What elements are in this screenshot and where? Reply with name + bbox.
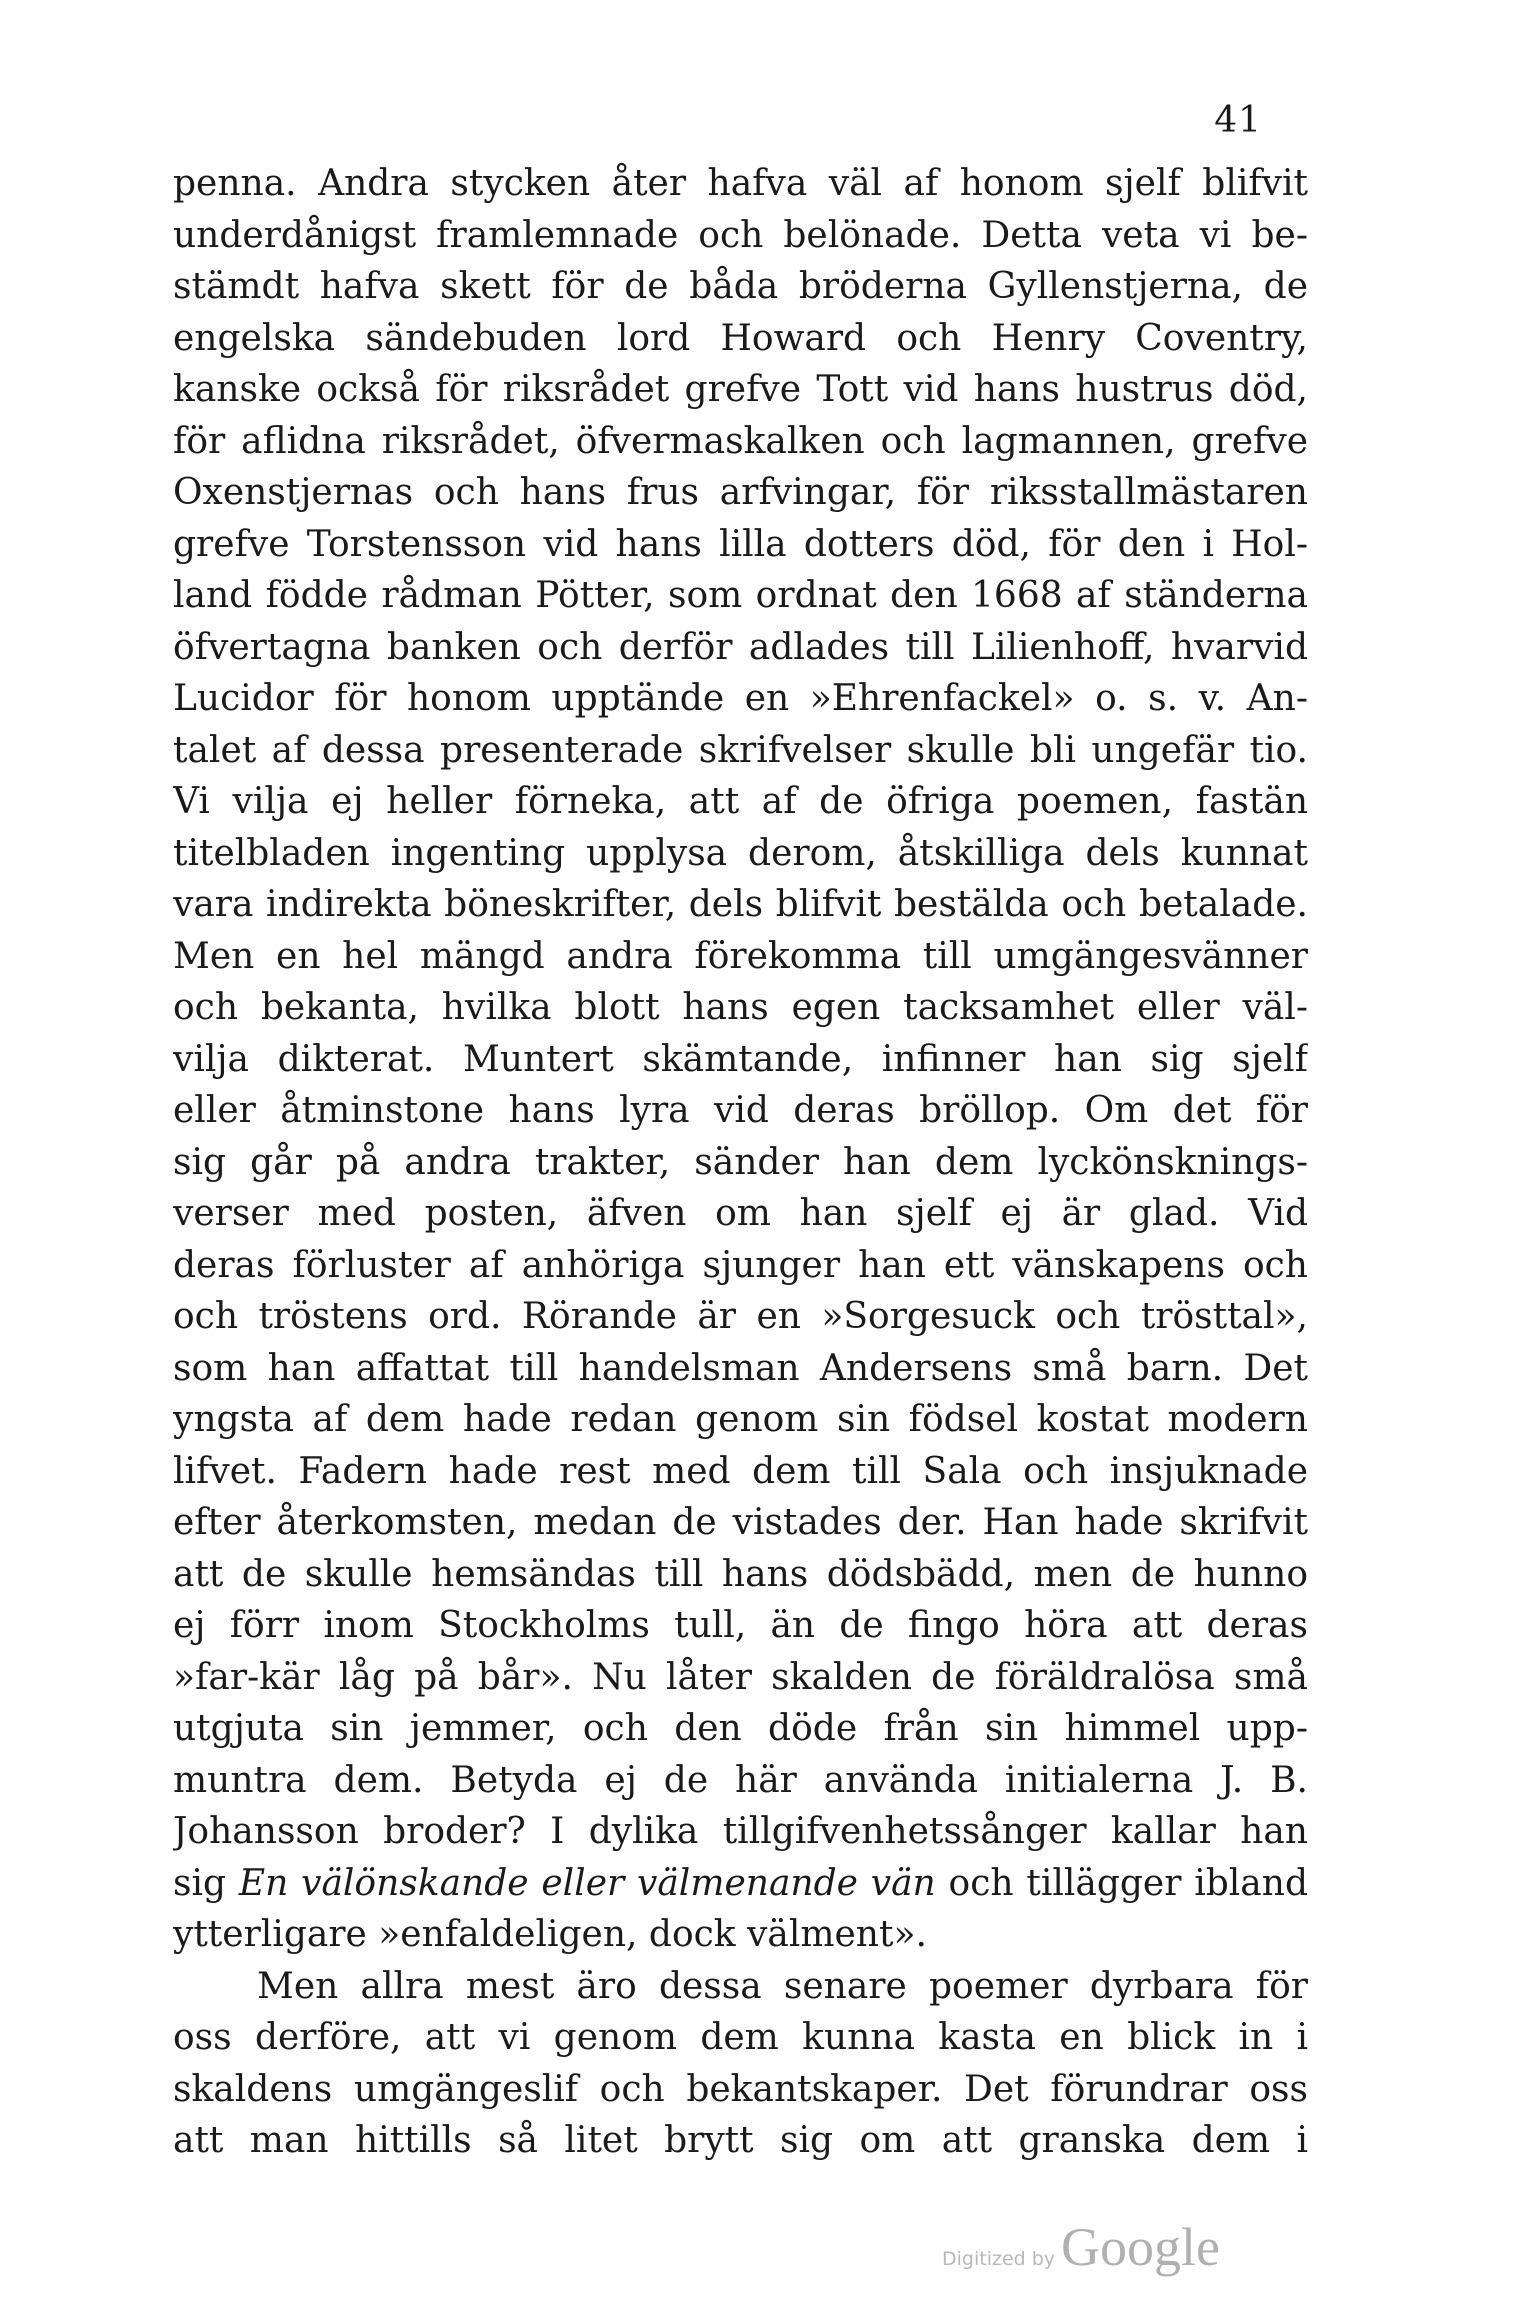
text-line: engelska sändebuden lord Howard och Henry Coventry, — [173, 317, 1308, 359]
text-line: och tröstens ord. Rörande är en »Sorgesuck och trösttal», — [173, 1296, 1308, 1337]
watermark-prefix: Digitized by — [942, 2248, 1056, 2270]
text-line: efter återkomsten, medan de vistades der. Han hade skrifvit — [173, 1502, 1308, 1543]
text-line-with-italic — [173, 1858, 1308, 1910]
text-line: Lucidor för honom upptände en »Ehrenfackel» o. s. v. An- — [173, 678, 1308, 719]
text-line: land födde rådman Pötter, som ordnat den 1668 af ständerna — [173, 575, 1308, 616]
text-line: yngsta af dem hade redan genom sin födsel kostat modern — [173, 1399, 1308, 1440]
text-line: som han affattat till handelsman Andersens små barn. Det — [173, 1347, 1308, 1389]
page-number: 41 — [1214, 100, 1262, 141]
text-line: att de skulle hemsändas till hans dödsbädd, men de hunno — [173, 1553, 1308, 1595]
text-line: och bekanta, hvilka blott hans egen tacksamhet eller väl- — [173, 987, 1308, 1028]
text-run: sig — [173, 1862, 239, 1904]
google-logo: Google — [1061, 2217, 1221, 2277]
text-run: och tillägger ibland — [935, 1862, 1308, 1904]
text-line: lifvet. Fadern hade rest med dem till Sala och insjuknade — [173, 1450, 1308, 1492]
text-line: muntra dem. Betyda ej de här använda initialerna J. B. — [173, 1759, 1308, 1801]
text-line: kanske också för riksrådet grefve Tott vid hans hustrus död, — [173, 369, 1308, 410]
text-line: ej förr inom Stockholms tull, än de fingo höra att deras — [173, 1605, 1308, 1646]
digitized-watermark — [942, 2216, 1220, 2278]
text-line: vilja dikterat. Muntert skämtande, infinner han sig sjelf — [173, 1038, 1308, 1080]
text-line: penna. Andra stycken åter hafva väl af honom sjelf blifvit — [173, 163, 1308, 204]
paragraph-end-line: ytterligare »enfaldeligen, dock välment». — [173, 1914, 927, 1955]
text-line: skaldens umgängeslif och bekantskaper. Det förundrar oss — [173, 2068, 1308, 2110]
text-line: Vi vilja ej heller förneka, att af de öfriga poemen, fastän — [173, 781, 1308, 822]
italic-phrase: En välönskande eller välmenande vän — [238, 1862, 936, 1904]
text-line: Oxenstjernas och hans frus arfvingar, för riksstallmästaren — [173, 472, 1308, 513]
text-line: »far-kär låg på bår». Nu låter skalden de föräldralösa små — [173, 1656, 1308, 1698]
text-line: Men en hel mängd andra förekomma till umgängesvänner — [173, 935, 1308, 977]
paragraph-start-line: Men allra mest äro dessa senare poemer dyrbara för — [257, 1965, 1308, 2007]
text-line: sig går på andra trakter, sänder han dem lyckönsknings- — [173, 1141, 1308, 1183]
text-line: eller åtminstone hans lyra vid deras bröllop. Om det för — [173, 1090, 1308, 1131]
text-line: att man hittills så litet brytt sig om att granska dem i — [173, 2120, 1308, 2161]
text-line: verser med posten, äfven om han sjelf ej är glad. Vid — [173, 1193, 1308, 1234]
text-line: deras förluster af anhöriga sjunger han ett vänskapens och — [173, 1244, 1308, 1286]
body-text — [173, 158, 1308, 2167]
text-line: utgjuta sin jemmer, och den döde från sin himmel upp- — [173, 1708, 1308, 1749]
text-line: talet af dessa presenterade skrifvelser skulle bli ungefär tio. — [173, 729, 1308, 771]
text-line: titelbladen ingenting upplysa derom, åtskilliga dels kunnat — [173, 832, 1308, 874]
text-line: vara indirekta böneskrifter, dels blifvit bestälda och betalade. — [173, 884, 1308, 925]
text-line: oss derföre, att vi genom dem kunna kasta en blick in i — [173, 2017, 1308, 2058]
text-line: underdånigst framlemnade och belönade. Detta veta vi be- — [173, 214, 1308, 256]
text-line: öfvertagna banken och derför adlades till Lilienhoff, hvarvid — [173, 626, 1308, 668]
text-line: stämdt hafva skett för de båda bröderna Gyllenstjerna, de — [173, 266, 1308, 307]
text-line: för aflidna riksrådet, öfvermaskalken och lagmannen, grefve — [173, 420, 1308, 462]
text-line: Johansson broder? I dylika tillgifvenhetssånger kallar han — [173, 1811, 1308, 1852]
text-line: grefve Torstensson vid hans lilla dotters död, för den i Hol- — [173, 523, 1308, 565]
